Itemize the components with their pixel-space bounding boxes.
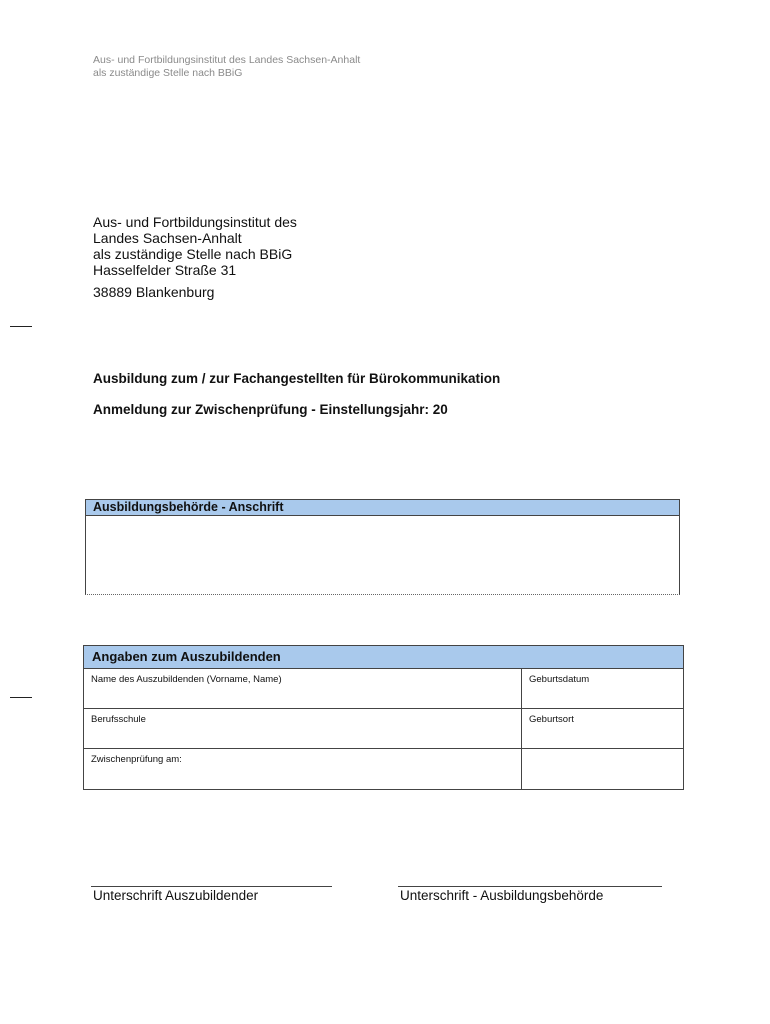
table-row	[84, 749, 683, 790]
address-line-3: als zuständige Stelle nach BBiG	[93, 246, 293, 262]
sender-line-1: Aus- und Fortbildungsinstitut des Landes Sachsen-Anhalt	[93, 54, 361, 66]
birth-place-field[interactable]: Geburtsort	[529, 714, 574, 725]
document-title: Ausbildung zum / zur Fachangestellten für Bürokommunikation	[93, 371, 501, 386]
trainee-box-header: Angaben zum Auszubildenden	[84, 646, 683, 669]
address-city: 38889 Blankenburg	[93, 284, 215, 300]
trainee-signature-label: Unterschrift Auszubildender	[93, 888, 259, 903]
authority-address-box	[85, 499, 680, 595]
fold-mark-bottom	[10, 697, 32, 698]
address-line-2: Landes Sachsen-Anhalt	[93, 230, 242, 246]
empty-field[interactable]	[522, 749, 683, 790]
exam-date-field[interactable]: Zwischenprüfung am:	[84, 749, 522, 790]
trainee-name-field[interactable]: Name des Auszubildenden (Vorname, Name)	[84, 669, 522, 708]
authority-signature-label: Unterschrift - Ausbildungsbehörde	[400, 888, 604, 903]
birth-date-field[interactable]: Geburtsdatum	[529, 674, 590, 685]
address-line-4: Hasselfelder Straße 31	[93, 262, 237, 278]
table-row	[84, 709, 683, 749]
sender-return-address	[93, 54, 360, 80]
vocational-school-field[interactable]: Berufsschule	[84, 709, 522, 748]
sender-line-2: als zuständige Stelle nach BBiG	[93, 67, 243, 79]
address-line-1: Aus- und Fortbildungsinstitut des	[93, 214, 297, 230]
authority-signature-line[interactable]	[398, 886, 662, 887]
recipient-address	[93, 214, 297, 278]
trainee-signature-line[interactable]	[91, 886, 332, 887]
trainee-details-box	[83, 645, 684, 790]
table-row	[84, 669, 683, 709]
authority-address-field[interactable]	[86, 516, 679, 595]
authority-box-header: Ausbildungsbehörde - Anschrift	[86, 500, 679, 516]
document-subtitle: Anmeldung zur Zwischenprüfung - Einstellungsjahr: 20	[93, 402, 448, 417]
fold-mark-top	[10, 326, 32, 327]
